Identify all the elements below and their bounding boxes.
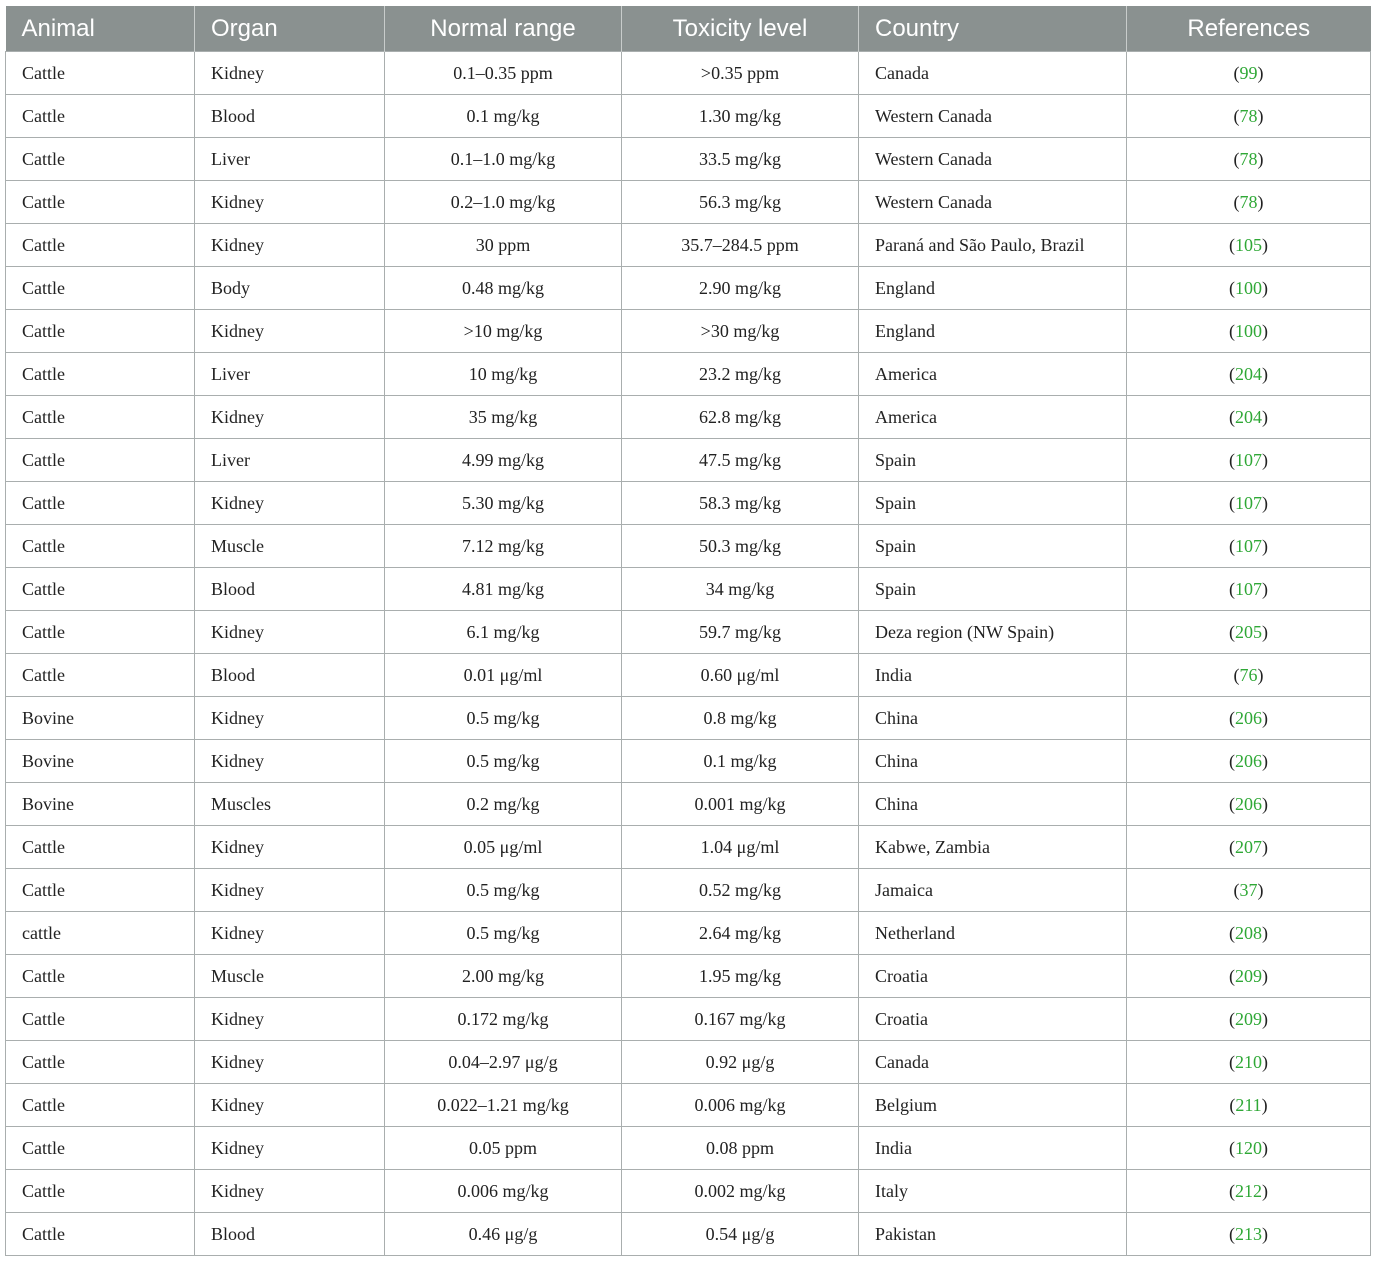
cell-organ: Liver: [195, 138, 385, 181]
cell-organ: Blood: [195, 1213, 385, 1256]
cell-organ: Kidney: [195, 611, 385, 654]
cell-normal-range: 0.05 μg/ml: [385, 826, 622, 869]
header-references: References: [1127, 6, 1371, 52]
cell-organ: Kidney: [195, 912, 385, 955]
table-row: [6, 955, 1371, 998]
table-row: [6, 310, 1371, 353]
cell-country: Croatia: [859, 998, 1127, 1041]
cell-animal: cattle: [6, 912, 195, 955]
header-toxicity-level: Toxicity level: [622, 6, 859, 52]
cell-normal-range: 0.48 mg/kg: [385, 267, 622, 310]
reference-link[interactable]: 100: [1235, 320, 1262, 341]
cell-reference: (99): [1127, 52, 1371, 95]
cell-normal-range: 0.5 mg/kg: [385, 912, 622, 955]
cell-animal: Cattle: [6, 1084, 195, 1127]
cell-toxicity-level: 0.8 mg/kg: [622, 697, 859, 740]
cell-reference: (206): [1127, 697, 1371, 740]
reference-link[interactable]: 206: [1235, 707, 1262, 728]
cell-toxicity-level: 56.3 mg/kg: [622, 181, 859, 224]
header-country: Country: [859, 6, 1127, 52]
cell-normal-range: 0.1 mg/kg: [385, 95, 622, 138]
cell-normal-range: 35 mg/kg: [385, 396, 622, 439]
cell-animal: Cattle: [6, 396, 195, 439]
table-row: [6, 439, 1371, 482]
cell-toxicity-level: 0.1 mg/kg: [622, 740, 859, 783]
table-container: [5, 6, 1371, 1256]
reference-link[interactable]: 107: [1235, 535, 1262, 556]
cell-toxicity-level: >0.35 ppm: [622, 52, 859, 95]
cell-organ: Kidney: [195, 224, 385, 267]
cell-toxicity-level: >30 mg/kg: [622, 310, 859, 353]
cell-reference: (213): [1127, 1213, 1371, 1256]
cell-animal: Cattle: [6, 482, 195, 525]
table-row: [6, 95, 1371, 138]
reference-link[interactable]: 207: [1235, 836, 1262, 857]
cell-reference: (100): [1127, 310, 1371, 353]
cell-animal: Cattle: [6, 138, 195, 181]
cell-reference: (206): [1127, 740, 1371, 783]
cell-country: China: [859, 740, 1127, 783]
cell-toxicity-level: 33.5 mg/kg: [622, 138, 859, 181]
cell-country: Netherland: [859, 912, 1127, 955]
cell-normal-range: 0.006 mg/kg: [385, 1170, 622, 1213]
cell-normal-range: 0.1–0.35 ppm: [385, 52, 622, 95]
table-row: [6, 1084, 1371, 1127]
reference-link[interactable]: 107: [1235, 449, 1262, 470]
cell-reference: (107): [1127, 568, 1371, 611]
cell-reference: (78): [1127, 181, 1371, 224]
cell-reference: (78): [1127, 138, 1371, 181]
reference-link[interactable]: 210: [1235, 1051, 1262, 1072]
cell-reference: (209): [1127, 955, 1371, 998]
reference-link[interactable]: 209: [1235, 1008, 1262, 1029]
cell-reference: (211): [1127, 1084, 1371, 1127]
cell-organ: Kidney: [195, 740, 385, 783]
cell-toxicity-level: 0.002 mg/kg: [622, 1170, 859, 1213]
cell-country: Italy: [859, 1170, 1127, 1213]
cell-reference: (210): [1127, 1041, 1371, 1084]
cell-toxicity-level: 0.52 mg/kg: [622, 869, 859, 912]
table-row: [6, 611, 1371, 654]
cell-normal-range: 4.99 mg/kg: [385, 439, 622, 482]
cell-toxicity-level: 34 mg/kg: [622, 568, 859, 611]
cell-animal: Bovine: [6, 783, 195, 826]
table-row: [6, 1127, 1371, 1170]
cell-organ: Kidney: [195, 1084, 385, 1127]
cell-normal-range: 6.1 mg/kg: [385, 611, 622, 654]
cell-animal: Cattle: [6, 310, 195, 353]
cell-toxicity-level: 47.5 mg/kg: [622, 439, 859, 482]
cell-organ: Kidney: [195, 396, 385, 439]
cell-reference: (100): [1127, 267, 1371, 310]
cell-toxicity-level: 1.30 mg/kg: [622, 95, 859, 138]
table-row: [6, 138, 1371, 181]
cell-toxicity-level: 0.60 μg/ml: [622, 654, 859, 697]
cell-organ: Body: [195, 267, 385, 310]
cell-normal-range: 0.5 mg/kg: [385, 869, 622, 912]
cell-country: Western Canada: [859, 138, 1127, 181]
cell-animal: Cattle: [6, 826, 195, 869]
table-row: [6, 740, 1371, 783]
reference-link[interactable]: 209: [1235, 965, 1262, 986]
table-row: [6, 568, 1371, 611]
cell-normal-range: 0.172 mg/kg: [385, 998, 622, 1041]
cell-animal: Cattle: [6, 95, 195, 138]
table-body: [6, 52, 1371, 1256]
cell-country: Canada: [859, 1041, 1127, 1084]
cell-normal-range: 4.81 mg/kg: [385, 568, 622, 611]
reference-link[interactable]: 205: [1235, 621, 1262, 642]
cell-toxicity-level: 0.54 μg/g: [622, 1213, 859, 1256]
reference-link[interactable]: 100: [1235, 277, 1262, 298]
cell-organ: Muscles: [195, 783, 385, 826]
cell-normal-range: 10 mg/kg: [385, 353, 622, 396]
cell-reference: (107): [1127, 482, 1371, 525]
table-row: [6, 826, 1371, 869]
cell-toxicity-level: 1.04 μg/ml: [622, 826, 859, 869]
cell-normal-range: 0.46 μg/g: [385, 1213, 622, 1256]
table-row: [6, 1170, 1371, 1213]
reference-link[interactable]: 76: [1239, 664, 1258, 685]
reference-link[interactable]: 204: [1235, 406, 1262, 427]
cell-toxicity-level: 2.90 mg/kg: [622, 267, 859, 310]
reference-link[interactable]: 78: [1239, 148, 1258, 169]
cell-country: Belgium: [859, 1084, 1127, 1127]
cell-reference: (209): [1127, 998, 1371, 1041]
cell-animal: Cattle: [6, 267, 195, 310]
cell-toxicity-level: 0.006 mg/kg: [622, 1084, 859, 1127]
reference-link[interactable]: 99: [1239, 62, 1258, 83]
cell-reference: (120): [1127, 1127, 1371, 1170]
cell-organ: Blood: [195, 568, 385, 611]
cell-reference: (204): [1127, 353, 1371, 396]
reference-link[interactable]: 120: [1235, 1137, 1262, 1158]
cell-country: Paraná and São Paulo, Brazil: [859, 224, 1127, 267]
cell-country: Spain: [859, 482, 1127, 525]
cell-organ: Kidney: [195, 826, 385, 869]
reference-link[interactable]: 78: [1239, 191, 1258, 212]
reference-link[interactable]: 37: [1239, 879, 1258, 900]
cell-country: Spain: [859, 439, 1127, 482]
table-row: [6, 52, 1371, 95]
table-row: [6, 267, 1371, 310]
cell-normal-range: 0.04–2.97 μg/g: [385, 1041, 622, 1084]
cell-animal: Cattle: [6, 654, 195, 697]
reference-link[interactable]: 211: [1235, 1094, 1262, 1115]
cell-toxicity-level: 58.3 mg/kg: [622, 482, 859, 525]
cell-normal-range: >10 mg/kg: [385, 310, 622, 353]
cell-normal-range: 0.022–1.21 mg/kg: [385, 1084, 622, 1127]
cell-toxicity-level: 0.08 ppm: [622, 1127, 859, 1170]
cell-country: America: [859, 396, 1127, 439]
cell-organ: Kidney: [195, 52, 385, 95]
cell-reference: (206): [1127, 783, 1371, 826]
cell-reference: (205): [1127, 611, 1371, 654]
cell-normal-range: 30 ppm: [385, 224, 622, 267]
cell-animal: Cattle: [6, 998, 195, 1041]
cell-toxicity-level: 0.001 mg/kg: [622, 783, 859, 826]
header-animal: Animal: [6, 6, 195, 52]
cell-normal-range: 0.1–1.0 mg/kg: [385, 138, 622, 181]
cell-animal: Cattle: [6, 1041, 195, 1084]
cell-country: Pakistan: [859, 1213, 1127, 1256]
table-row: [6, 869, 1371, 912]
cell-animal: Cattle: [6, 869, 195, 912]
cell-toxicity-level: 35.7–284.5 ppm: [622, 224, 859, 267]
cell-animal: Cattle: [6, 1127, 195, 1170]
cell-country: England: [859, 267, 1127, 310]
cell-reference: (76): [1127, 654, 1371, 697]
table-row: [6, 654, 1371, 697]
cell-organ: Blood: [195, 654, 385, 697]
cell-country: Western Canada: [859, 181, 1127, 224]
cell-organ: Kidney: [195, 1041, 385, 1084]
table-row: [6, 181, 1371, 224]
cell-country: Croatia: [859, 955, 1127, 998]
cell-normal-range: 0.5 mg/kg: [385, 740, 622, 783]
cell-toxicity-level: 62.8 mg/kg: [622, 396, 859, 439]
cell-animal: Bovine: [6, 697, 195, 740]
cell-reference: (212): [1127, 1170, 1371, 1213]
reference-link[interactable]: 78: [1239, 105, 1258, 126]
reference-link[interactable]: 208: [1235, 922, 1262, 943]
cell-organ: Muscle: [195, 525, 385, 568]
table-row: [6, 396, 1371, 439]
cell-animal: Cattle: [6, 525, 195, 568]
header-organ: Organ: [195, 6, 385, 52]
cell-country: Kabwe, Zambia: [859, 826, 1127, 869]
cell-country: India: [859, 1127, 1127, 1170]
cell-normal-range: 0.5 mg/kg: [385, 697, 622, 740]
cell-organ: Kidney: [195, 310, 385, 353]
cell-animal: Cattle: [6, 52, 195, 95]
cell-country: Canada: [859, 52, 1127, 95]
cell-reference: (204): [1127, 396, 1371, 439]
cell-normal-range: 0.2 mg/kg: [385, 783, 622, 826]
cell-organ: Kidney: [195, 869, 385, 912]
cell-animal: Cattle: [6, 181, 195, 224]
table-row: [6, 697, 1371, 740]
reference-link[interactable]: 206: [1235, 750, 1262, 771]
cell-reference: (207): [1127, 826, 1371, 869]
cell-toxicity-level: 0.167 mg/kg: [622, 998, 859, 1041]
cell-normal-range: 2.00 mg/kg: [385, 955, 622, 998]
cell-normal-range: 0.05 ppm: [385, 1127, 622, 1170]
cell-animal: Cattle: [6, 568, 195, 611]
cell-animal: Cattle: [6, 224, 195, 267]
cell-country: Jamaica: [859, 869, 1127, 912]
cell-normal-range: 0.2–1.0 mg/kg: [385, 181, 622, 224]
toxicity-table: [5, 6, 1371, 1256]
cell-animal: Cattle: [6, 611, 195, 654]
cell-country: America: [859, 353, 1127, 396]
table-row: [6, 1213, 1371, 1256]
header-row: [6, 6, 1371, 52]
reference-link[interactable]: 107: [1235, 492, 1262, 513]
table-row: [6, 482, 1371, 525]
cell-animal: Cattle: [6, 439, 195, 482]
cell-country: China: [859, 697, 1127, 740]
cell-country: Spain: [859, 568, 1127, 611]
cell-organ: Blood: [195, 95, 385, 138]
cell-organ: Kidney: [195, 1127, 385, 1170]
cell-reference: (78): [1127, 95, 1371, 138]
cell-toxicity-level: 2.64 mg/kg: [622, 912, 859, 955]
cell-toxicity-level: 23.2 mg/kg: [622, 353, 859, 396]
cell-toxicity-level: 1.95 mg/kg: [622, 955, 859, 998]
cell-country: Spain: [859, 525, 1127, 568]
cell-toxicity-level: 0.92 μg/g: [622, 1041, 859, 1084]
cell-animal: Bovine: [6, 740, 195, 783]
cell-organ: Kidney: [195, 998, 385, 1041]
cell-reference: (37): [1127, 869, 1371, 912]
cell-country: Western Canada: [859, 95, 1127, 138]
cell-organ: Kidney: [195, 1170, 385, 1213]
table-row: [6, 224, 1371, 267]
table-row: [6, 1041, 1371, 1084]
cell-organ: Kidney: [195, 697, 385, 740]
reference-link[interactable]: 105: [1235, 234, 1262, 255]
cell-animal: Cattle: [6, 1213, 195, 1256]
header-normal-range: Normal range: [385, 6, 622, 52]
cell-organ: Kidney: [195, 482, 385, 525]
cell-organ: Liver: [195, 353, 385, 396]
cell-reference: (107): [1127, 525, 1371, 568]
cell-animal: Cattle: [6, 955, 195, 998]
cell-reference: (107): [1127, 439, 1371, 482]
cell-reference: (105): [1127, 224, 1371, 267]
cell-organ: Muscle: [195, 955, 385, 998]
reference-link[interactable]: 206: [1235, 793, 1262, 814]
table-row: [6, 525, 1371, 568]
table-row: [6, 998, 1371, 1041]
reference-link[interactable]: 213: [1235, 1223, 1262, 1244]
cell-normal-range: 7.12 mg/kg: [385, 525, 622, 568]
cell-toxicity-level: 59.7 mg/kg: [622, 611, 859, 654]
cell-country: England: [859, 310, 1127, 353]
cell-organ: Liver: [195, 439, 385, 482]
cell-toxicity-level: 50.3 mg/kg: [622, 525, 859, 568]
cell-country: Deza region (NW Spain): [859, 611, 1127, 654]
cell-animal: Cattle: [6, 1170, 195, 1213]
reference-link[interactable]: 212: [1235, 1180, 1262, 1201]
table-row: [6, 912, 1371, 955]
cell-organ: Kidney: [195, 181, 385, 224]
cell-normal-range: 5.30 mg/kg: [385, 482, 622, 525]
cell-normal-range: 0.01 μg/ml: [385, 654, 622, 697]
cell-country: India: [859, 654, 1127, 697]
table-row: [6, 783, 1371, 826]
cell-animal: Cattle: [6, 353, 195, 396]
reference-link[interactable]: 107: [1235, 578, 1262, 599]
table-row: [6, 353, 1371, 396]
cell-country: China: [859, 783, 1127, 826]
cell-reference: (208): [1127, 912, 1371, 955]
reference-link[interactable]: 204: [1235, 363, 1262, 384]
